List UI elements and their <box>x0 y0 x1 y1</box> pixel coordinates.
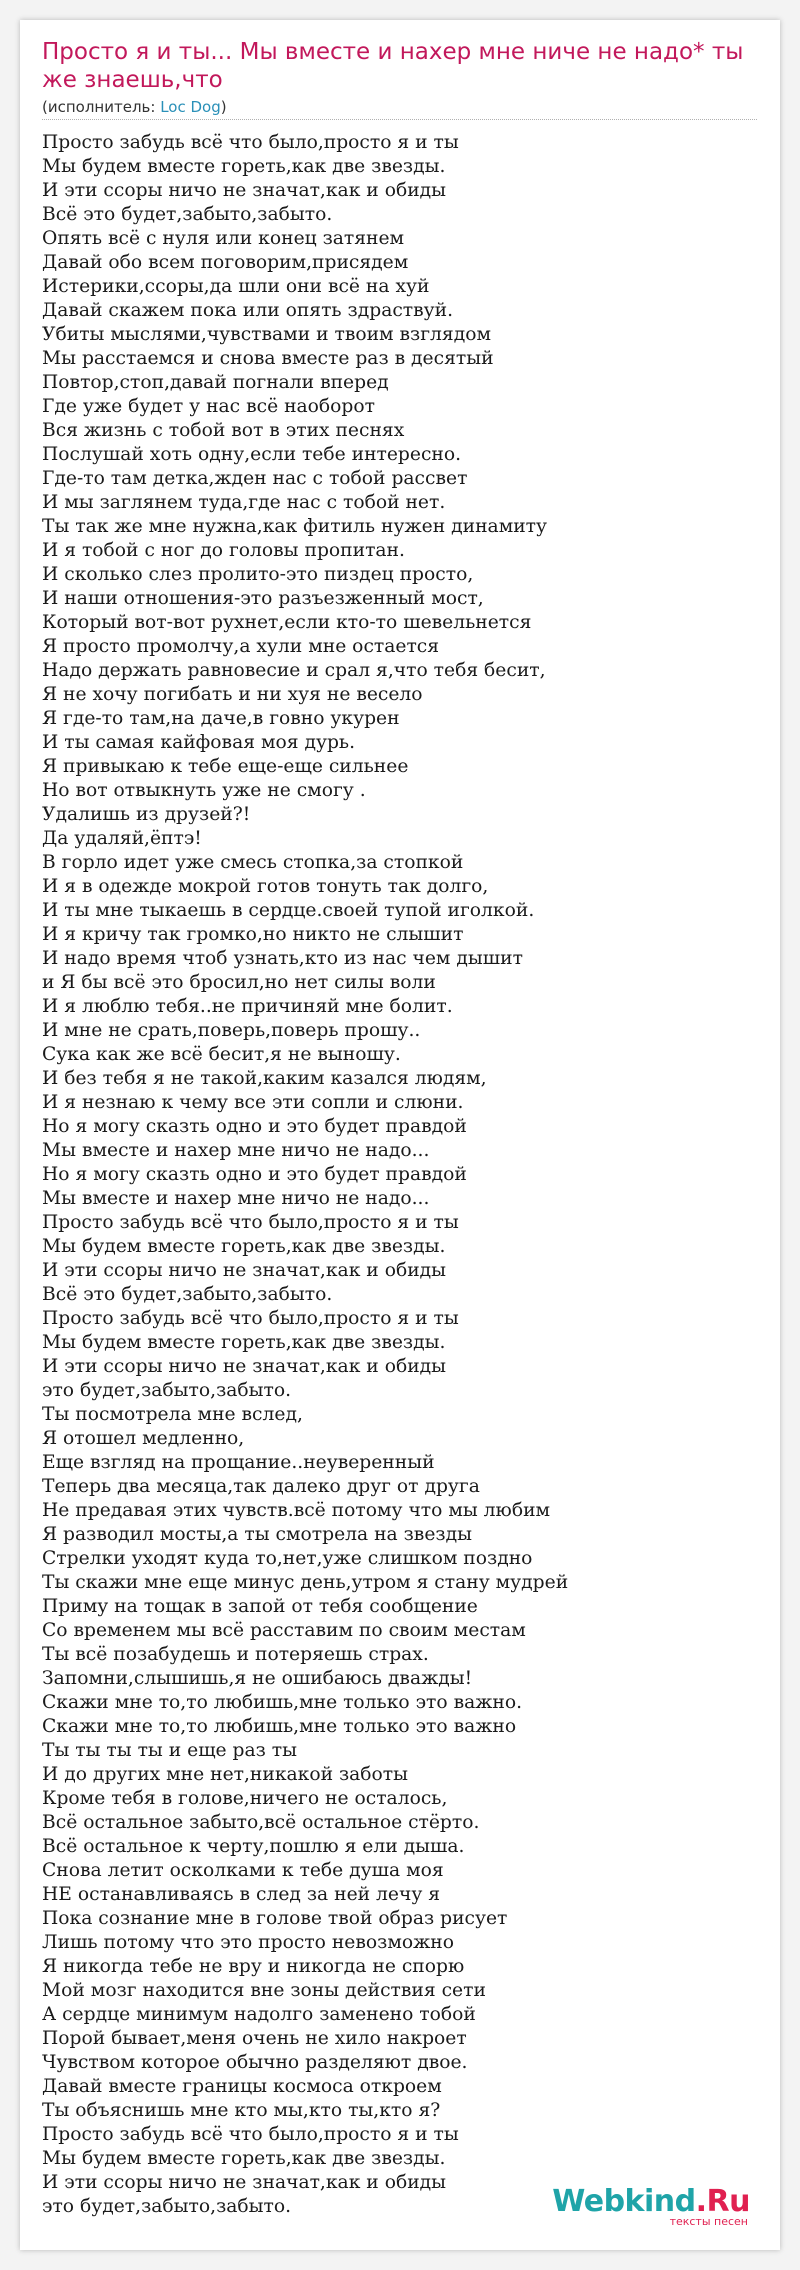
lyric-line: Послушай хоть одну,если тебе интересно. <box>42 444 462 465</box>
lyric-line: Но я могу сказть одно и это будет правдой <box>42 1164 467 1185</box>
lyric-line: Стрелки уходят куда то,нет,уже слишком поздно <box>42 1548 533 1569</box>
lyric-line: Я просто промолчу,а хули мне остается <box>42 636 440 657</box>
lyric-line: Мы будем вместе гореть,как две звезды. <box>42 156 446 177</box>
lyric-line: Убиты мыслями,чувствами и твоим взглядом <box>42 324 491 345</box>
lyric-line: Приму на тощак в запой от тебя сообщение <box>42 1596 478 1617</box>
artist-line <box>42 98 227 116</box>
lyric-line: Но я могу сказть одно и это будет правдой <box>42 1116 467 1137</box>
lyric-line: И сколько слез пролито-это пиздец просто, <box>42 564 474 585</box>
lyric-line: Давай вместе границы космоса откроем <box>42 2076 442 2097</box>
lyric-line: Запомни,слышишь,я не ошибаюсь дважды! <box>42 1668 473 1689</box>
lyric-line: И эти ссоры ничо не значат,как и обиды <box>42 1356 447 1377</box>
lyric-line: И я незнаю к чему все эти сопли и слюни. <box>42 1092 464 1113</box>
artist-link[interactable]: Loc Dog <box>160 98 221 116</box>
lyric-line: Просто забудь всё что было,просто я и ты <box>42 1308 459 1329</box>
lyric-line: Ты посмотрела мне вслед, <box>42 1404 303 1425</box>
lyric-line: Вся жизнь с тобой вот в этих песнях <box>42 420 405 441</box>
lyric-line: Я где-то там,на даче,в говно укурен <box>42 708 400 729</box>
lyric-line: Я никогда тебе не вру и никогда не спорю <box>42 1956 465 1977</box>
lyric-line: это будет,забыто,забыто. <box>42 2196 292 2217</box>
lyric-line: И до других мне нет,никакой заботы <box>42 1764 409 1785</box>
lyric-line: Я отошел медленно, <box>42 1428 245 1449</box>
lyric-line: Скажи мне то,то любишь,мне только это важно <box>42 1716 517 1737</box>
lyric-line: Всё остальное забыто,всё остальное стёрто. <box>42 1812 480 1833</box>
lyric-line: И ты самая кайфовая моя дурь. <box>42 732 356 753</box>
lyric-line: Повтор,стоп,давай погнали вперед <box>42 372 389 393</box>
lyric-line: И эти ссоры ничо не значат,как и обиды <box>42 2172 447 2193</box>
lyric-line: Еще взгляд на прощание..неуверенный <box>42 1452 435 1473</box>
lyric-line: Давай обо всем поговорим,присядем <box>42 252 409 273</box>
lyric-line: Удалишь из друзей?! <box>42 804 251 825</box>
logo-wordmark: Webkind.Ru <box>552 2184 750 2219</box>
lyric-line: И ты мне тыкаешь в сердце.своей тупой иголкой. <box>42 900 535 921</box>
lyric-line: Мы будем вместе гореть,как две звезды. <box>42 1332 446 1353</box>
lyric-line: Я не хочу погибать и ни хуя не весело <box>42 684 423 705</box>
lyric-line: Мой мозг находится вне зоны действия сети <box>42 1980 486 2001</box>
lyric-line: И без тебя я не такой,каким казался людям, <box>42 1068 487 1089</box>
lyrics-card <box>20 20 780 2250</box>
dotted-divider <box>42 119 757 120</box>
lyric-line: И я в одежде мокрой готов тонуть так долго, <box>42 876 489 897</box>
lyric-line: Давай скажем пока или опять здраствуй. <box>42 300 454 321</box>
artist-suffix: ) <box>220 98 227 116</box>
lyric-line: Мы вместе и нахер мне ничо не надо... <box>42 1188 430 1209</box>
lyric-line: И я кричу так громко,но никто не слышит <box>42 924 464 945</box>
lyric-line: Где уже будет у нас всё наоборот <box>42 396 375 417</box>
lyric-line: Лишь потому что это просто невозможно <box>42 1932 455 1953</box>
lyric-line: Сука как же всё бесит,я не выношу. <box>42 1044 401 1065</box>
lyric-line: Мы будем вместе гореть,как две звезды. <box>42 1236 446 1257</box>
lyric-line: Кроме тебя в голове,ничего не осталось, <box>42 1788 448 1809</box>
lyric-line: Ты так же мне нужна,как фитиль нужен динамиту <box>42 516 548 537</box>
lyric-line: Теперь два месяца,так далеко друг от друга <box>42 1476 480 1497</box>
lyric-line: В горло идет уже смесь стопка,за стопкой <box>42 852 464 873</box>
lyric-line: Истерики,ссоры,да шли они всё на хуй <box>42 276 430 297</box>
lyric-line: Да удаляй,ёптэ! <box>42 828 202 849</box>
lyric-line: НЕ останавливаясь в след за ней лечу я <box>42 1884 441 1905</box>
lyric-line: Чувством которое обычно разделяют двое. <box>42 2052 468 2073</box>
lyric-line: Скажи мне то,то любишь,мне только это важно. <box>42 1692 523 1713</box>
lyric-line: И надо время чтоб узнать,кто из нас чем дышит <box>42 948 523 969</box>
lyric-line: Порой бывает,меня очень не хило накроет <box>42 2028 467 2049</box>
lyric-line: И мне не срать,поверь,поверь прошу.. <box>42 1020 421 1041</box>
lyric-line: Но вот отвыкнуть уже не смогу . <box>42 780 366 801</box>
lyrics-text <box>42 131 762 2219</box>
lyric-line: Я привыкаю к тебе еще-еще сильнее <box>42 756 409 777</box>
lyric-line: И наши отношения-это разъезженный мост, <box>42 588 484 609</box>
lyric-line: это будет,забыто,забыто. <box>42 1380 292 1401</box>
lyric-line: Надо держать равновесие и срал я,что тебя бесит, <box>42 660 546 681</box>
lyric-line: И я люблю тебя..не причиняй мне болит. <box>42 996 453 1017</box>
lyric-line: Просто забудь всё что было,просто я и ты <box>42 1212 459 1233</box>
lyric-line: Пока сознание мне в голове твой образ рисует <box>42 1908 508 1929</box>
lyric-line: И мы заглянем туда,где нас с тобой нет. <box>42 492 446 513</box>
lyric-line: И я тобой с ног до головы пропитан. <box>42 540 405 561</box>
lyric-line: Где-то там детка,жден нас с тобой рассвет <box>42 468 468 489</box>
lyric-line: и Я бы всё это бросил,но нет силы воли <box>42 972 436 993</box>
song-title: Просто я и ты... Мы вместе и нахер мне ниче не надо* ты же знаешь,что <box>42 39 744 93</box>
lyric-line: Мы будем вместе гореть,как две звезды. <box>42 2148 446 2169</box>
lyric-line: Со временем мы всё расставим по своим местам <box>42 1620 526 1641</box>
lyric-line: Ты всё позабудешь и потеряешь страх. <box>42 1644 429 1665</box>
lyric-line: Просто забудь всё что было,просто я и ты <box>42 132 459 153</box>
lyric-line: Мы расстаемся и снова вместе раз в десятый <box>42 348 494 369</box>
logo-tagline: тексты песен <box>669 2215 748 2228</box>
lyric-line: А сердце минимум надолго заменено тобой <box>42 2004 476 2025</box>
lyric-line: Я разводил мосты,а ты смотрела на звезды <box>42 1524 472 1545</box>
lyric-line: Который вот-вот рухнет,если кто-то шевельнется <box>42 612 532 633</box>
lyric-line: Ты ты ты ты и еще раз ты <box>42 1740 298 1761</box>
lyric-line: И эти ссоры ничо не значат,как и обиды <box>42 1260 447 1281</box>
lyric-line: И эти ссоры ничо не значат,как и обиды <box>42 180 447 201</box>
lyric-line: Всё остальное к черту,пошлю я ели дыша. <box>42 1836 465 1857</box>
lyric-line: Ты скажи мне еще минус день,утром я стану мудрей <box>42 1572 569 1593</box>
lyric-line: Просто забудь всё что было,просто я и ты <box>42 2124 459 2145</box>
lyric-line: Всё это будет,забыто,забыто. <box>42 1284 333 1305</box>
artist-prefix: (исполнитель: <box>42 98 161 116</box>
lyric-line: Снова летит осколками к тебе душа моя <box>42 1860 444 1881</box>
lyric-line: Ты объяснишь мне кто мы,кто ты,кто я? <box>42 2100 441 2121</box>
lyric-line: Не предавая этих чувств.всё потому что мы любим <box>42 1500 551 1521</box>
lyric-line: Мы вместе и нахер мне ничо не надо... <box>42 1140 430 1161</box>
site-logo[interactable] <box>552 2184 750 2228</box>
lyric-line: Всё это будет,забыто,забыто. <box>42 204 333 225</box>
lyric-line: Опять всё с нуля или конец затянем <box>42 228 405 249</box>
